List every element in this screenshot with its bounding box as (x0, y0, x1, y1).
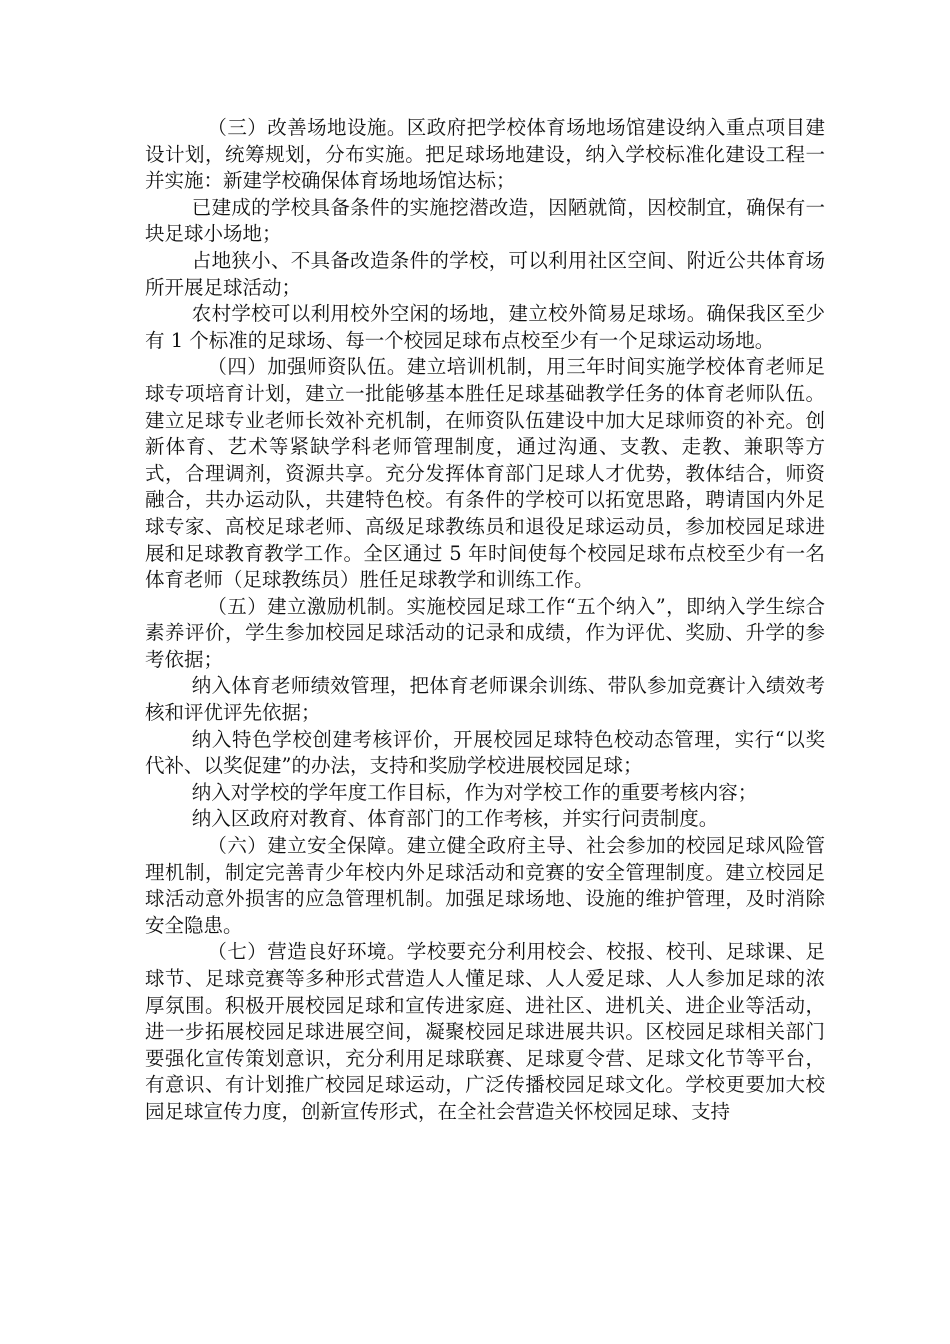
paragraph-rural-schools: 农村学校可以利用校外空闲的场地，建立校外简易足球场。确保我区至少有 1 个标准的足球场、每一个校园足球布点校至少有一个足球运动场地。 (145, 302, 825, 352)
paragraph-section-6-safety: （六）建立安全保障。建立健全政府主导、社会参加的校园足球风险管理机制，制定完善青少年校内外足球活动和竞赛的安全管理制度。建立校园足球活动意外损害的应急管理机制。加强足球场地、设施的维护管理，及时消除安全隐患。 (145, 834, 825, 937)
paragraph-section-4-teachers: （四）加强师资队伍。建立培训机制，用三年时间实施学校体育老师足球专项培育计划，建立一批能够基本胜任足球基础教学任务的体育老师队伍。建立足球专业老师长效补充机制，在师资队伍建设中加大足球师资的补充。创新体育、艺术等紧缺学科老师管理制度，通过沟通、支教、走教、兼职等方式，合理调剂，资源共享。充分发挥体育部门足球人才优势，教体结合，师资融合，共办运动队，共建特色校。有条件的学校可以拓宽思路，聘请国内外足球专家、高校足球老师、高级足球教练员和退役足球运动员，参加校园足球进展和足球教育教学工作。全区通过 5 年时间使每个校园足球布点校至少有一名体育老师（足球教练员）胜任足球教学和训练工作。 (145, 355, 825, 592)
paragraph-featured-schools: 纳入特色学校创建考核评价，开展校园足球特色校动态管理，实行“以奖代补、以奖促建”的办法，支持和奖励学校进展校园足球； (145, 727, 825, 778)
paragraph-section-3-facilities: （三）改善场地设施。区政府把学校体育场地场馆建设纳入重点项目建设计划，统筹规划，分布实施。把足球场地建设，纳入学校标准化建设工程一并实施：新建学校确保体育场地场馆达标； (145, 116, 825, 193)
paragraph-small-campus: 占地狭小、不具备改造条件的学校，可以利用社区空间、附近公共体育场所开展足球活动； (145, 248, 825, 299)
paragraph-section-5-incentives: （五）建立激励机制。实施校园足球工作“五个纳入”，即纳入学生综合素养评价，学生参加校园足球活动的记录和成绩，作为评优、奖励、升学的参考依据； (145, 594, 825, 671)
paragraph-annual-goals: 纳入对学校的学年度工作目标，作为对学校工作的重要考核内容； (191, 780, 758, 804)
paragraph-teacher-performance: 纳入体育老师绩效管理，把体育老师课余训练、带队参加竞赛计入绩效考核和评优评先依据； (145, 674, 825, 725)
document-body (145, 115, 825, 1126)
paragraph-existing-schools: 已建成的学校具备条件的实施挖潜改造，因陋就简，因校制宜，确保有一块足球小场地； (145, 195, 825, 246)
paragraph-government-assessment: 纳入区政府对教育、体育部门的工作考核，并实行问责制度。 (191, 807, 719, 831)
paragraph-section-7-environment: （七）营造良好环境。学校要充分利用校会、校报、校刊、足球课、足球节、足球竞赛等多种形式营造人人懂足球、人人爱足球、人人参加足球的浓厚氛围。积极开展校园足球和宣传进家庭、进社区、进机关、进企业等活动，进一步拓展校园足球进展空间，凝聚校园足球进展共识。区校园足球相关部门要强化宣传策划意识，充分利用足球联赛、足球夏令营、足球文化节等平台，有意识、有计划推广校园足球运动，广泛传播校园足球文化。学校更要加大校园足球宣传力度，创新宣传形式，在全社会营造关怀校园足球、支持 (145, 940, 825, 1123)
